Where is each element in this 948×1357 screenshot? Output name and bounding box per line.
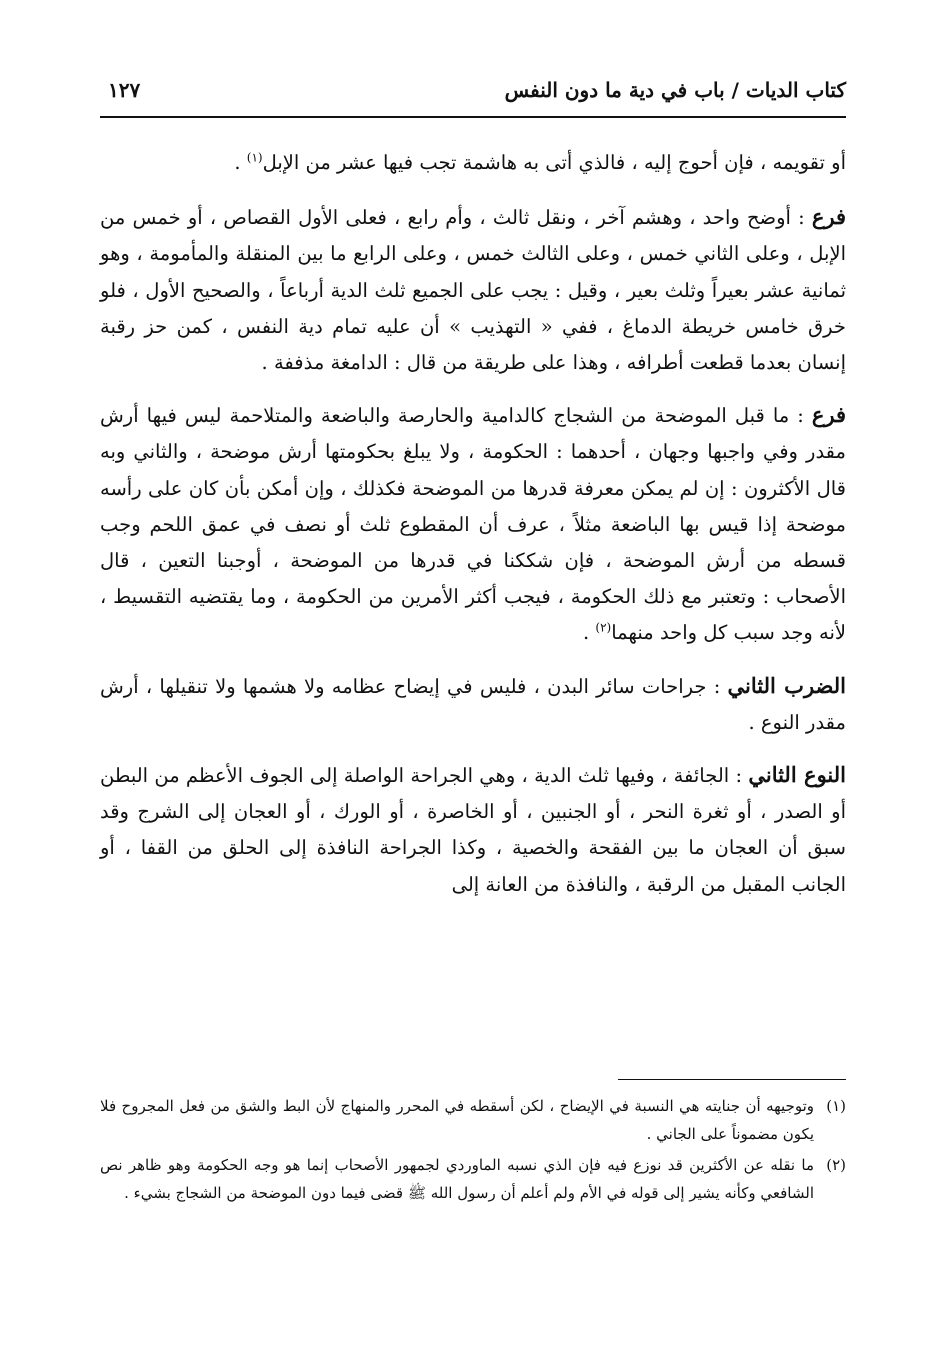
- page-number: ١٢٧: [108, 78, 141, 102]
- footnote-text: ما نقله عن الأكثرين قد نوزع فيه فإن الذي نسبه الماوردي لجمهور الأصحاب إنما هو وجه الحكومة وهو ظاهر نص الشافعي وكأنه يشير إلى قوله في الأم ولم أعلم أن رسول الله ﷺ قضى فيما دون الموضحة من الشجاج بشيء .: [100, 1156, 814, 1202]
- paragraph-5: [100, 757, 846, 903]
- running-header: [100, 78, 846, 110]
- footnote-1: [100, 1093, 846, 1148]
- paragraph-lead-word: الضرب الثاني: [727, 672, 846, 698]
- paragraph-text: : جراحات سائر البدن ، فليس في إيضاح عظامه ولا هشمها ولا تنقيلها ، أرش مقدر النوع .: [100, 674, 846, 734]
- footnote-number: (٢): [826, 1156, 846, 1174]
- paragraph-text: : ما قبل الموضحة من الشجاج كالدامية والحارصة والباضعة والمتلاحمة ليس فيها أرش مقدر وفي واجبها وجهان ، أحدهما : الحكومة ، ولا يبلغ بحكومتها أرش موضحة ، والثاني وبه قال الأكثرون : إن لم يمكن معرفة قدرها من الموضحة فكذلك ، وإن أمكن بأن كان على رأسه موضحة إذا قيس بها الباضعة مثلاً ، عرف أن المقطوع ثلث أو نصف في عمق اللحم وجب قسطه من أرش الموضحة ، فإن شككنا في قدرها من الموضحة ، أوجبنا التعين ، قال الأصحاب : وتعتبر مع ذلك الحكومة ، فيجب أكثر الأمرين من الحكومة ، وما يقتضيه التقسيط ، لأنه وجد سبب كل واحد منهما: [100, 404, 846, 645]
- footnote-ref-2: (٢): [595, 620, 612, 635]
- paragraph-lead-word: فرع: [811, 402, 846, 428]
- header-divider: [100, 116, 846, 118]
- paragraph-text: : أوضح واحد ، وهشم آخر ، ونقل ثالث ، وأم رابع ، فعلى الأول القصاص ، أو خمس من الإبل ، وعلى الثاني خمس ، وعلى الثالث خمس ، وعلى الرابع ما بين المنقلة والمأمومة ، وهو ثمانية عشر بعيراً وثلث بعير ، وقيل : يجب على الجميع ثلث الدية أرباعاً ، والصحيح الأول ، فلو خرق خامس خريطة الدماغ ، ففي « التهذيب » أن عليه تمام دية النفس ، كمن حز رقبة إنسان بعدما قطعت أطرافه ، وهذا على طريقة من قال : الدامغة مذففة .: [100, 206, 846, 375]
- paragraph-2: [100, 199, 846, 381]
- paragraph-text: : الجائفة ، وفيها ثلث الدية ، وهي الجراحة الواصلة إلى الجوف الأعظم من البطن أو الصدر ، أو ثغرة النحر ، أو الجنبين ، أو الخاصرة ، أو الورك ، أو العجان إلى الشرج وقد سبق أن العجان ما بين الفقحة والخصية ، وكذا الجراحة النافذة إلى الحلق من القفا ، أو الجانب المقبل من الرقبة ، والنافذة من العانة إلى: [100, 764, 846, 896]
- footnote-divider: [618, 1079, 846, 1080]
- footnote-text: وتوجيهه أن جنايته هي النسبة في الإيضاح ، لكن أسقطه في المحرر والمنهاج لأن البط والشق من فعل المجروح فلا يكون مضموناً على الجاني .: [100, 1097, 814, 1143]
- footnotes: [100, 1093, 846, 1211]
- footnote-number: (١): [826, 1097, 846, 1115]
- paragraph-4: [100, 668, 846, 741]
- paragraph-tail: .: [582, 621, 596, 645]
- paragraph-lead-word: النوع الثاني: [748, 762, 847, 788]
- paragraph-tail: .: [234, 151, 247, 174]
- paragraph-3: [100, 397, 846, 651]
- footnote-2: [100, 1152, 846, 1207]
- paragraph-1: [100, 145, 846, 181]
- running-title: كتاب الديات / باب في دية ما دون النفس: [504, 78, 846, 102]
- footnote-ref-1: (١): [246, 150, 263, 165]
- paragraph-lead-word: فرع: [811, 204, 846, 230]
- main-text: [100, 145, 846, 919]
- paragraph-text: أو تقويمه ، فإن أحوج إليه ، فالذي أتى به هاشمة تجب فيها عشر من الإبل: [262, 151, 846, 174]
